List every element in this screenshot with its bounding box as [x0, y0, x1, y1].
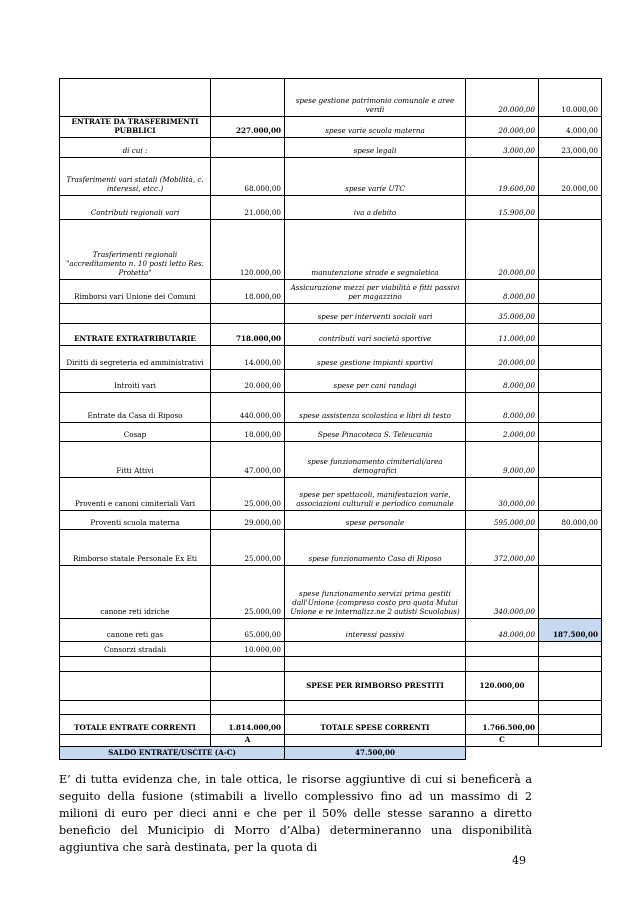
- entrate-label: ENTRATE DA TRASFERIMENTI PUBBLICI: [60, 117, 211, 138]
- table-row: [60, 393, 602, 423]
- entrate-amount: 47.000,00: [211, 442, 285, 478]
- table-row: [60, 117, 602, 138]
- entrate-amount: [211, 79, 285, 117]
- extra-amount: [539, 346, 602, 370]
- entrate-label: Contributi regionali vari: [60, 196, 211, 220]
- entrate-amount: 120.000,00: [211, 220, 285, 280]
- extra-amount: [539, 715, 602, 735]
- entrate-label: [60, 735, 211, 747]
- spese-amount: 15.900,00: [466, 196, 539, 220]
- spese-amount: 595.000,00: [466, 511, 539, 530]
- table-row: [60, 657, 602, 672]
- extra-amount: [539, 324, 602, 346]
- entrate-amount: 25.000,00: [211, 478, 285, 511]
- table-row: [60, 79, 602, 117]
- extra-amount: [539, 220, 602, 280]
- entrate-label: Rimborsi vari Unione dei Comuni: [60, 280, 211, 304]
- spese-amount: 20.000,00: [466, 79, 539, 117]
- spese-label: [285, 657, 466, 672]
- extra-amount: [539, 370, 602, 393]
- extra-amount: 4.000,00: [539, 117, 602, 138]
- entrate-label: [60, 672, 211, 701]
- entrate-amount: 14.000,00: [211, 346, 285, 370]
- entrate-amount: 440.000,00: [211, 393, 285, 423]
- extra-amount: 80.000,00: [539, 511, 602, 530]
- spese-amount: C: [466, 735, 539, 747]
- entrate-label: Consorzi stradali: [60, 642, 211, 657]
- entrate-label: canone reti gas: [60, 619, 211, 642]
- entrate-amount: [211, 304, 285, 324]
- entrate-amount: 68.000,00: [211, 158, 285, 196]
- spese-label: iva a debito: [285, 196, 466, 220]
- spese-label: [285, 735, 466, 747]
- extra-amount: [539, 642, 602, 657]
- spese-label: [285, 642, 466, 657]
- table-row: [60, 280, 602, 304]
- spese-label: spese funzionamento cimiteriali/area demografici: [285, 442, 466, 478]
- extra-amount: [539, 657, 602, 672]
- table-row: [60, 672, 602, 701]
- entrate-amount: [211, 701, 285, 715]
- table-row: [60, 196, 602, 220]
- table-row: [60, 220, 602, 280]
- spese-amount: 372.000,00: [466, 530, 539, 566]
- spese-amount: 19.600,00: [466, 158, 539, 196]
- extra-amount: [539, 530, 602, 566]
- spese-amount: 20.000,00: [466, 346, 539, 370]
- table-row: [60, 530, 602, 566]
- entrate-amount: 1.814.000,00: [211, 715, 285, 735]
- budget-table: [59, 78, 602, 760]
- entrate-label: Proventi e canoni cimiteriali Vari: [60, 478, 211, 511]
- extra-amount: [539, 735, 602, 747]
- extra-amount: 23.000,00: [539, 138, 602, 158]
- entrate-amount: 65.000,00: [211, 619, 285, 642]
- entrate-amount: 25.000,00: [211, 566, 285, 619]
- spese-label: Spese Pinacoteca S. Teleucania: [285, 423, 466, 442]
- extra-amount: [539, 423, 602, 442]
- table-row: [60, 346, 602, 370]
- extra-amount: [539, 304, 602, 324]
- spese-label: spese legali: [285, 138, 466, 158]
- extra-amount: [539, 701, 602, 715]
- entrate-label: ENTRATE EXTRATRIBUTARIE: [60, 324, 211, 346]
- entrate-amount: 18.000,00: [211, 280, 285, 304]
- spese-label: TOTALE SPESE CORRENTI: [285, 715, 466, 735]
- spese-label: spese per spettacoli, manifestazion varie, associazioni culturali e periodico comunale: [285, 478, 466, 511]
- spese-label: spese personale: [285, 511, 466, 530]
- spese-amount: [466, 642, 539, 657]
- spese-amount: 35.000,00: [466, 304, 539, 324]
- entrate-label: Diritti di segreteria ed amministrativi: [60, 346, 211, 370]
- table-row: [60, 423, 602, 442]
- table-row: [60, 735, 602, 747]
- saldo-row: [60, 747, 602, 760]
- spese-label: spese funzionamento servizi prima gestiti dall'Unione (compreso costo pro quota Mutui Unione e re internalizz.ne 2 autisti Scuolabus): [285, 566, 466, 619]
- entrate-amount: [211, 672, 285, 701]
- extra-amount: [539, 393, 602, 423]
- entrate-label: Introiti vari: [60, 370, 211, 393]
- entrate-label: Rimborso statale Personale Ex Eti: [60, 530, 211, 566]
- entrate-amount: 227.000,00: [211, 117, 285, 138]
- table-row: [60, 715, 602, 735]
- entrate-label: [60, 304, 211, 324]
- spese-label: SPESE PER RIMBORSO PRESTITI: [285, 672, 466, 701]
- saldo-label: SALDO ENTRATE/USCITE (A-C): [60, 747, 285, 760]
- table-row: [60, 442, 602, 478]
- table-row: [60, 701, 602, 715]
- saldo-value: 47.500,00: [285, 747, 466, 760]
- table-row: [60, 511, 602, 530]
- entrate-label: Fitti Attivi: [60, 442, 211, 478]
- entrate-amount: 21.000,00: [211, 196, 285, 220]
- spese-label: spese varie UTC: [285, 158, 466, 196]
- table-row: [60, 138, 602, 158]
- entrate-label: [60, 701, 211, 715]
- entrate-label: Trasferimenti vari statali (Mobilità, c. interessi, etcc.): [60, 158, 211, 196]
- spese-label: spese gestione impianti sportivi: [285, 346, 466, 370]
- entrate-amount: 20.000,00: [211, 370, 285, 393]
- page-number: 49: [512, 854, 526, 867]
- extra-amount: [539, 672, 602, 701]
- entrate-label: TOTALE ENTRATE CORRENTI: [60, 715, 211, 735]
- table-row: [60, 304, 602, 324]
- extra-amount: 20.000,00: [539, 158, 602, 196]
- spese-amount: 20.000,00: [466, 117, 539, 138]
- spese-amount: 340.000,00: [466, 566, 539, 619]
- spese-amount: 120.000,00: [466, 672, 539, 701]
- entrate-amount: [211, 138, 285, 158]
- table-row: [60, 478, 602, 511]
- spese-label: contributi vari società sportive: [285, 324, 466, 346]
- extra-amount: [539, 478, 602, 511]
- extra-amount: 10.000,00: [539, 79, 602, 117]
- extra-amount: [539, 442, 602, 478]
- spese-amount: 9.000,00: [466, 442, 539, 478]
- extra-amount: [539, 196, 602, 220]
- saldo-spacer: [466, 747, 602, 760]
- spese-amount: 20.000,00: [466, 220, 539, 280]
- entrate-amount: [211, 657, 285, 672]
- spese-label: spese funzionamento Casa di Riposo: [285, 530, 466, 566]
- spese-label: spese assistenza scolastica e libri di testo: [285, 393, 466, 423]
- spese-amount: 8.000,00: [466, 393, 539, 423]
- entrate-label: Entrate da Casa di Riposo: [60, 393, 211, 423]
- table-row: [60, 642, 602, 657]
- spese-label: interessi passivi: [285, 619, 466, 642]
- entrate-amount: 18.000,00: [211, 423, 285, 442]
- entrate-label: Trasferimenti regionali "accreditamento n. 10 posti letto Res. Protetta": [60, 220, 211, 280]
- budget-table-body: [60, 79, 602, 760]
- entrate-amount: 718.000,00: [211, 324, 285, 346]
- body-paragraph: E’ di tutta evidenza che, in tale ottica, le risorse aggiuntive di cui si beneficerà a seguito della fusione (stimabili a livello complessivo fino ad un massimo di 2 milioni di euro per dieci anni e che per il 50% delle stesse saranno a diretto beneficio del Municipio di Morro d’Alba) determineranno una disponibilità aggiuntiva che sarà destinata, per la quota di: [59, 773, 532, 854]
- entrate-amount: 29.000,00: [211, 511, 285, 530]
- spese-amount: 3.000,00: [466, 138, 539, 158]
- spese-label: spese gestione patrimonio comunale e aree verdi: [285, 79, 466, 117]
- entrate-label: di cui :: [60, 138, 211, 158]
- table-row: [60, 158, 602, 196]
- spese-label: Assicurazione mezzi per viabilità e fitti passivi per magazzino: [285, 280, 466, 304]
- spese-label: manutenzione strade e segnaletica: [285, 220, 466, 280]
- entrate-label: Proventi scuola materna: [60, 511, 211, 530]
- spese-amount: 8.000,00: [466, 370, 539, 393]
- entrate-label: canone reti idriche: [60, 566, 211, 619]
- table-row: [60, 324, 602, 346]
- spese-amount: [466, 701, 539, 715]
- extra-amount: [539, 280, 602, 304]
- entrate-amount: A: [211, 735, 285, 747]
- table-row: [60, 566, 602, 619]
- spese-amount: 11.000,00: [466, 324, 539, 346]
- spese-amount: 1.766.500,00: [466, 715, 539, 735]
- entrate-amount: 25.000,00: [211, 530, 285, 566]
- entrate-label: Cosap: [60, 423, 211, 442]
- extra-amount: 187.500,00: [539, 619, 602, 642]
- spese-amount: 48.000,00: [466, 619, 539, 642]
- spese-label: spese per cani randagi: [285, 370, 466, 393]
- spese-amount: 30.000,00: [466, 478, 539, 511]
- table-row: [60, 370, 602, 393]
- spese-amount: [466, 657, 539, 672]
- spese-label: [285, 701, 466, 715]
- spese-label: spese per interventi sociali vari: [285, 304, 466, 324]
- entrate-label: [60, 79, 211, 117]
- spese-amount: 8.000,00: [466, 280, 539, 304]
- table-row: [60, 619, 602, 642]
- extra-amount: [539, 566, 602, 619]
- entrate-label: [60, 657, 211, 672]
- spese-amount: 2.000,00: [466, 423, 539, 442]
- spese-label: spese varie scuola materna: [285, 117, 466, 138]
- entrate-amount: 10.000,00: [211, 642, 285, 657]
